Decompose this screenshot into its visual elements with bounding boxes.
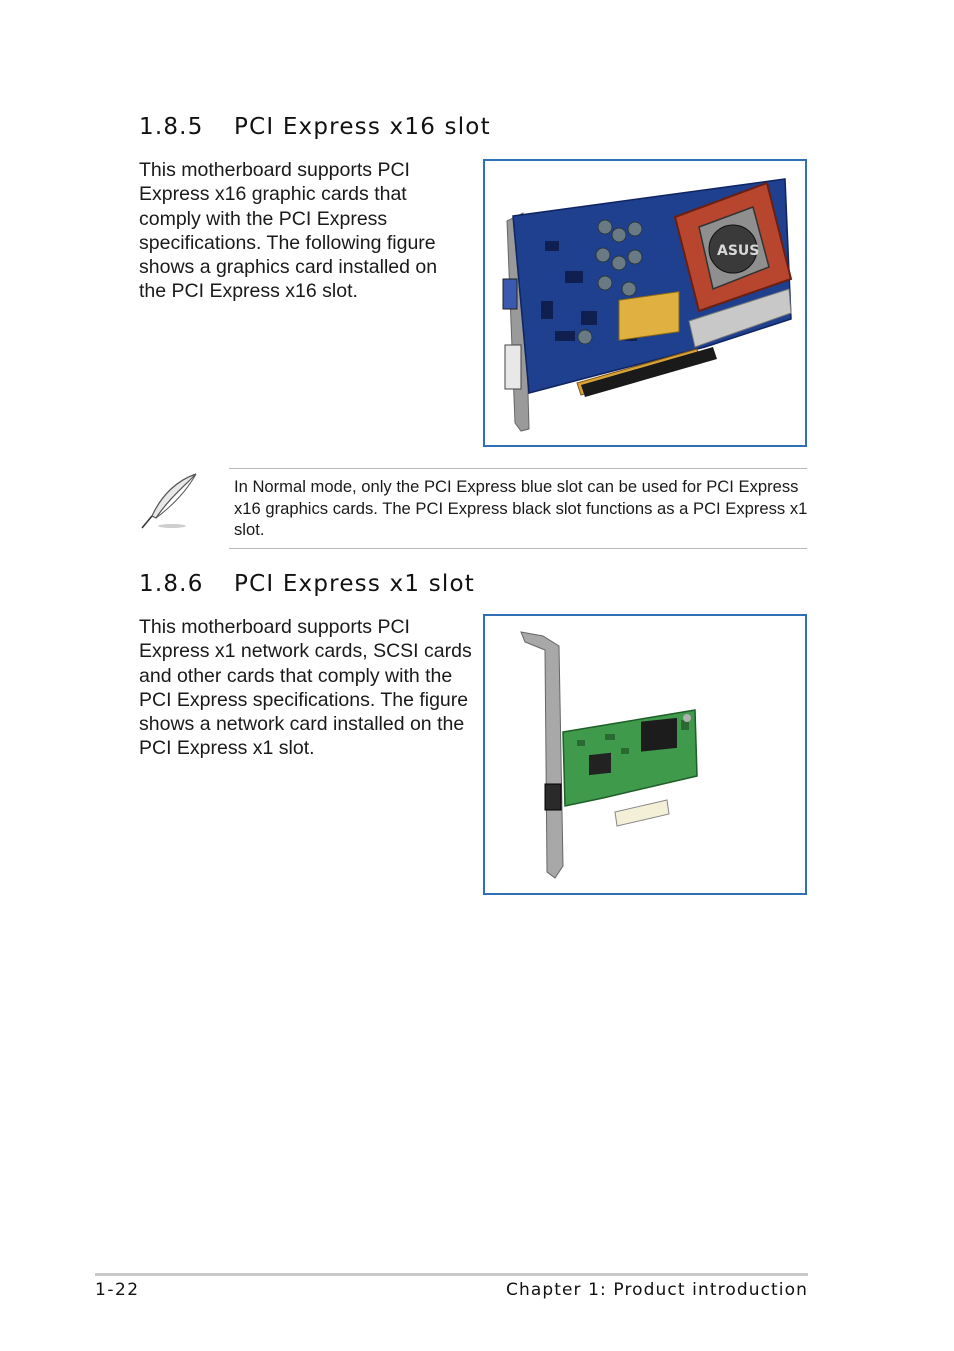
dvi-connector <box>505 345 521 389</box>
footer-rule <box>95 1273 808 1276</box>
card-brand-logo: ASUS <box>717 243 760 259</box>
section-heading-pci-express-x16 <box>139 114 491 140</box>
network-card-photo <box>485 616 805 893</box>
card-bracket <box>521 632 563 878</box>
graphics-card-figure <box>483 159 807 447</box>
note-bottom-rule <box>229 548 807 549</box>
feather-quill-icon <box>138 470 202 532</box>
page-number: 1-22 <box>95 1280 140 1300</box>
section-paragraph: This motherboard supports PCI Express x1 network cards, SCSI cards and other cards that comply with the PCI Express specifications. The figure shows a network card installed on the PCI Express x1 slot. <box>139 616 472 760</box>
rj45-port <box>545 784 561 810</box>
section-title: PCI Express x1 slot <box>234 571 475 597</box>
section-paragraph: This motherboard supports PCI Express x16 graphic cards that comply with the PCI Express specifications. The following figure shows a graphics card installed on the PCI Express x16 slot. <box>139 159 438 303</box>
magnetics-chip <box>589 753 611 775</box>
section-number: 1.8.5 <box>139 114 204 140</box>
controller-chip <box>641 718 677 752</box>
chapter-title: Chapter 1: Product introduction <box>505 1280 808 1300</box>
network-card-figure <box>483 614 807 895</box>
pci-x1-slot <box>615 800 669 826</box>
graphics-card-photo <box>485 161 805 445</box>
note-text: In Normal mode, only the PCI Express blue slot can be used for PCI Express x16 graphics cards. The PCI Express black slot functions as a PCI Express x1 slot. <box>234 477 808 539</box>
section-number: 1.8.6 <box>139 571 204 597</box>
note-top-rule <box>229 468 807 469</box>
crystal <box>683 714 691 722</box>
vga-connector <box>503 279 517 309</box>
section-title: PCI Express x16 slot <box>234 114 491 140</box>
memory-heatsink <box>619 292 679 340</box>
section-heading-pci-express-x1 <box>139 571 475 597</box>
